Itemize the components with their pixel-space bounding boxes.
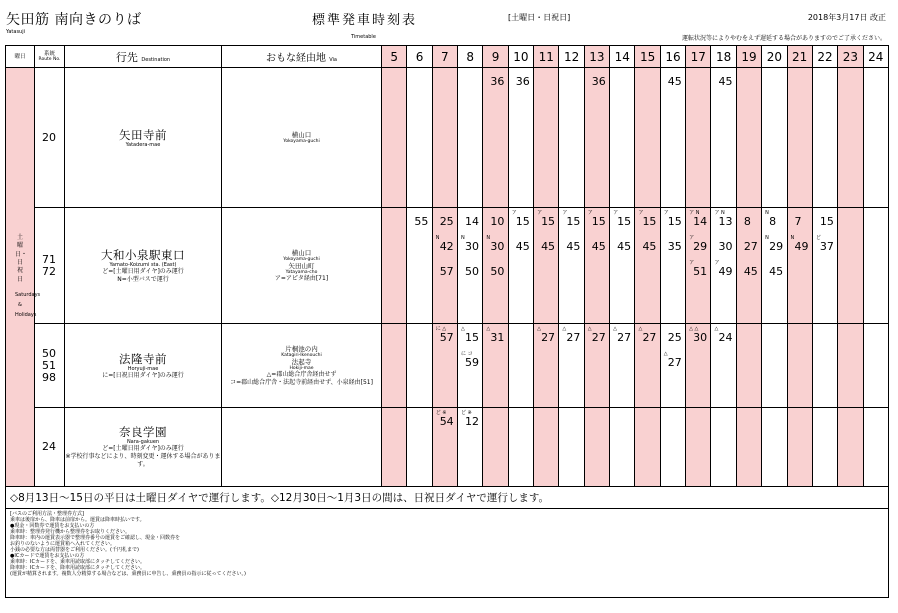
col-via-jp: おもな経由地 xyxy=(266,53,327,64)
hour-cell xyxy=(686,324,711,408)
col-hour: 6 xyxy=(407,46,432,68)
legend-line: ●現金・回数券で運賃をお支払いの方 xyxy=(10,523,95,529)
day-label-cell xyxy=(6,68,41,487)
col-destination-en: Destination xyxy=(141,56,171,63)
via-cell xyxy=(222,408,382,487)
hour-cell xyxy=(838,208,863,324)
hour-cell xyxy=(686,208,711,324)
departure-minute: 57 xyxy=(439,331,454,344)
departure-minute: 42 xyxy=(439,240,454,253)
hour-cell xyxy=(407,324,432,408)
legend-line: 乗車時：整理券発行機から整理券をお取りください。 xyxy=(10,529,131,535)
departure-minute: 14 xyxy=(693,215,708,228)
col-hour: 5 xyxy=(382,46,407,68)
departure-mark: △ xyxy=(613,326,617,332)
col-hour: 18 xyxy=(711,46,736,68)
hour-cell xyxy=(432,68,457,208)
departure-minute: 57 xyxy=(439,265,454,278)
hour-cell xyxy=(686,68,711,208)
hour-cell xyxy=(711,408,736,487)
via-stop: 片桐池の内 xyxy=(285,344,318,353)
day-label-jp: 土曜日・日祝日 xyxy=(15,234,28,283)
footer-row xyxy=(6,487,889,509)
hour-cell xyxy=(787,324,812,408)
departure-mark: ア xyxy=(663,210,669,216)
hour-cell xyxy=(787,208,812,324)
hour-cell xyxy=(483,208,508,324)
col-route-en: Route No. xyxy=(38,56,61,62)
via-cell xyxy=(222,208,382,324)
hour-cell xyxy=(838,68,863,208)
col-hour: 9 xyxy=(483,46,508,68)
departure-minute: 36 xyxy=(515,75,530,88)
col-hour: 16 xyxy=(660,46,685,68)
departure-minute: 15 xyxy=(642,215,657,228)
destination-note: N=小型バスで運行 xyxy=(117,275,169,283)
departure-minute: 7 xyxy=(794,215,802,228)
hour-cell xyxy=(559,68,584,208)
legend-line: 降車時：車内の運賃表示器で整理券番号の運賃をご確認し、現金・回数券を xyxy=(10,535,181,541)
destination-cell xyxy=(65,68,222,208)
hour-cell xyxy=(787,408,812,487)
legend-line: (運賃が精算されます。複数人分精算する場合などは、乗務員に申告し、乗務員の指示に従ってください。) xyxy=(10,571,247,577)
destination-name: 矢田寺前 xyxy=(119,127,167,142)
destination-name: 大和小泉駅東口 xyxy=(101,247,185,262)
hour-cell xyxy=(736,208,761,324)
page-title-en: Timetable xyxy=(351,34,376,40)
departure-minute: 27 xyxy=(617,331,632,344)
departure-minute: 14 xyxy=(465,215,480,228)
departure-minute: 45 xyxy=(617,240,632,253)
col-hour: 22 xyxy=(812,46,837,68)
departure-mark: N xyxy=(765,235,769,241)
via-stop: 横山口 xyxy=(291,248,312,257)
route-number: 24 xyxy=(35,408,65,487)
hour-cell xyxy=(584,68,609,208)
col-hour: 8 xyxy=(458,46,483,68)
hour-cell xyxy=(559,324,584,408)
departure-minute: 30 xyxy=(465,240,480,253)
departure-minute: 8 xyxy=(769,215,777,228)
destination-name: 奈良学園 xyxy=(119,425,167,439)
legend-line: お釣りのないように運賃箱へ入れてください。 xyxy=(10,541,116,547)
departure-minute: 27 xyxy=(743,240,758,253)
hour-cell xyxy=(812,324,837,408)
departure-minute: 54 xyxy=(439,415,454,428)
col-destination xyxy=(65,46,222,68)
hour-cell xyxy=(458,208,483,324)
hour-cell xyxy=(762,324,787,408)
hour-cell xyxy=(382,68,407,208)
departure-mark: ア N xyxy=(689,210,700,216)
departure-minute: 59 xyxy=(465,356,480,369)
departure-minute: 13 xyxy=(718,215,733,228)
departure-minute: 27 xyxy=(642,331,657,344)
via-note: コ=郡山総合庁舎・法起寺前経由せず、小泉経由[51] xyxy=(230,378,373,386)
destination-note: に=[日祝日用ダイヤ]のみ運行 xyxy=(102,371,184,379)
departure-minute: 31 xyxy=(490,331,505,344)
hour-cell xyxy=(432,324,457,408)
revision-date: 2018年3月17日 改正 xyxy=(807,13,886,22)
departure-minute: 27 xyxy=(541,331,556,344)
departure-mark: ア N xyxy=(714,210,725,216)
departure-mark: △ xyxy=(562,326,567,332)
legend-line: 乗車は後扉から、降車は前扉から。運賃は降車時払いです。 xyxy=(10,517,145,523)
usage-legend xyxy=(6,509,889,598)
departure-mark: ア xyxy=(511,210,517,216)
via-note: △=郡山総合庁舎経由せず xyxy=(266,370,337,378)
departure-mark: N xyxy=(765,210,769,216)
departure-minute: 30 xyxy=(693,331,708,344)
hour-cell xyxy=(534,408,559,487)
hour-cell xyxy=(508,68,533,208)
departure-minute: 45 xyxy=(515,240,530,253)
hour-cell xyxy=(407,68,432,208)
col-via xyxy=(222,46,382,68)
via-stop-en: Katagiri-Ikenouchi xyxy=(281,352,322,358)
departure-mark: △ xyxy=(663,351,668,357)
departure-mark: ア xyxy=(562,210,568,216)
hour-cell xyxy=(458,68,483,208)
via-cell xyxy=(222,68,382,208)
col-destination-jp: 行先 xyxy=(115,50,138,64)
departure-mark: △ xyxy=(461,326,465,332)
hour-cell xyxy=(863,324,888,408)
legend-line: 乗車時：ICカードを、乗車用読取部にタッチしてください。 xyxy=(10,559,145,565)
hour-cell xyxy=(711,324,736,408)
destination-name-en: Horyuji-mae xyxy=(127,365,159,372)
col-route-jp: 系統 xyxy=(43,50,55,57)
col-hour: 14 xyxy=(610,46,635,68)
departure-minute: 15 xyxy=(819,215,834,228)
departure-minute: 15 xyxy=(591,215,606,228)
departure-minute: 29 xyxy=(693,240,708,253)
hour-cell xyxy=(787,68,812,208)
hour-cell xyxy=(863,68,888,208)
departure-mark: N xyxy=(435,235,440,241)
route-number: 50 51 98 xyxy=(35,324,65,408)
departure-minute: 29 xyxy=(769,240,784,253)
hour-cell xyxy=(838,324,863,408)
hour-cell xyxy=(534,68,559,208)
hour-cell xyxy=(660,324,685,408)
col-hour: 23 xyxy=(838,46,863,68)
departure-mark: ア xyxy=(689,260,695,266)
hour-cell xyxy=(736,68,761,208)
hour-cell xyxy=(736,408,761,487)
departure-mark: △ xyxy=(486,326,491,332)
departure-minute: 36 xyxy=(591,75,606,88)
hour-cell xyxy=(863,408,888,487)
legend-line: [バスのご利用方法・整理券方式] xyxy=(10,511,84,517)
departure-minute: 24 xyxy=(718,331,733,344)
hour-cell xyxy=(686,408,711,487)
departure-minute: 45 xyxy=(769,265,784,278)
hour-cell xyxy=(762,68,787,208)
hour-cell xyxy=(559,408,584,487)
hour-cell xyxy=(432,408,457,487)
hour-cell xyxy=(863,208,888,324)
departure-minute: 49 xyxy=(794,240,809,253)
departure-minute: 45 xyxy=(667,75,682,88)
departure-mark: △ xyxy=(537,326,541,332)
via-stop-en: Hokiji-mae xyxy=(289,365,314,371)
hour-cell xyxy=(508,208,533,324)
hour-cell xyxy=(812,68,837,208)
via-stop-en: Yokoyama-guchi xyxy=(283,256,320,262)
departure-minute: 30 xyxy=(718,240,733,253)
departure-minute: 35 xyxy=(667,240,682,253)
col-hour: 24 xyxy=(863,46,888,68)
departure-minute: 45 xyxy=(541,240,556,253)
destination-name-en: Nara-gakuen xyxy=(126,439,160,445)
hour-cell xyxy=(534,208,559,324)
col-hour: 15 xyxy=(635,46,660,68)
departure-mark: に △ xyxy=(435,326,447,332)
col-hour: 19 xyxy=(736,46,761,68)
delay-notice: 運転状況等によりやむをえず遅延する場合がありますのでご了承ください。 xyxy=(681,35,886,42)
departure-minute: 12 xyxy=(465,415,480,428)
departure-mark: ど xyxy=(815,235,821,241)
departure-mark: ア xyxy=(537,210,543,216)
departure-minute: 45 xyxy=(591,240,606,253)
col-hour: 20 xyxy=(762,46,787,68)
hour-cell xyxy=(584,408,609,487)
departure-minute: 36 xyxy=(490,75,505,88)
hour-cell xyxy=(635,408,660,487)
departure-minute: 25 xyxy=(667,331,682,344)
hour-cell xyxy=(508,408,533,487)
hour-cell xyxy=(610,324,635,408)
hour-cell xyxy=(407,408,432,487)
departure-mark: ど ※ xyxy=(435,410,447,416)
destination-cell xyxy=(65,408,222,487)
page-title: 標準発車時刻表 xyxy=(312,13,418,28)
departure-minute: 37 xyxy=(819,240,834,253)
route-row xyxy=(6,408,889,487)
hour-cell xyxy=(483,408,508,487)
destination-note: ど=[土曜日用ダイヤ]のみ運行 xyxy=(102,445,184,452)
hour-cell xyxy=(660,208,685,324)
departure-minute: 45 xyxy=(642,240,657,253)
hour-cell xyxy=(382,208,407,324)
departure-mark: に コ xyxy=(461,351,473,357)
hour-cell xyxy=(458,324,483,408)
col-day: 曜日 xyxy=(6,46,35,68)
timetable-body xyxy=(6,68,889,487)
departure-mark: ア xyxy=(714,260,720,266)
departure-mark: ア xyxy=(689,235,695,241)
departure-mark: N xyxy=(486,235,491,241)
legend-line: 小銭の必要な方は両替器をご利用ください。(千円札まで) xyxy=(10,547,139,553)
hour-cell xyxy=(382,324,407,408)
departure-minute: 10 xyxy=(490,215,505,228)
route-row xyxy=(6,208,889,324)
timetable xyxy=(5,45,889,598)
departure-mark: ア xyxy=(587,210,593,216)
col-via-en: Via xyxy=(329,57,337,63)
col-hour: 11 xyxy=(534,46,559,68)
hour-cell xyxy=(610,68,635,208)
departure-minute: 51 xyxy=(693,265,708,278)
hour-cell xyxy=(483,324,508,408)
departure-minute: 8 xyxy=(743,215,751,228)
hour-cell xyxy=(812,408,837,487)
hour-cell xyxy=(838,408,863,487)
holiday-note: ◇8月13日～15日の平日は土曜日ダイヤで運行します。◇12月30日～1月3日の間は、日祝日ダイヤで運行します。 xyxy=(6,487,889,509)
departure-mark: N xyxy=(461,235,465,241)
route-row xyxy=(6,68,889,208)
hour-cell xyxy=(711,208,736,324)
hour-cell xyxy=(711,68,736,208)
departure-minute: 15 xyxy=(541,215,556,228)
day-type-label: [土曜日・日祝日] xyxy=(508,13,571,22)
hour-cell xyxy=(508,324,533,408)
route-row xyxy=(6,324,889,408)
departure-minute: 45 xyxy=(566,240,581,253)
hour-cell xyxy=(382,408,407,487)
departure-minute: 15 xyxy=(465,331,480,344)
via-stop-en: Yokoyama-guchi xyxy=(283,139,320,144)
col-hour: 12 xyxy=(559,46,584,68)
departure-minute: 30 xyxy=(490,240,505,253)
col-hour: 7 xyxy=(432,46,457,68)
destination-note: ※学校行事などにより、時刻変更・運休する場合があります。 xyxy=(65,453,221,468)
departure-mark: ど ※ xyxy=(461,410,472,416)
departure-minute: 25 xyxy=(439,215,454,228)
hour-cell xyxy=(432,208,457,324)
hour-cell xyxy=(610,208,635,324)
hour-cell xyxy=(635,208,660,324)
departure-minute: 55 xyxy=(414,215,429,228)
destination-name: 法隆寺前 xyxy=(119,351,167,366)
legend-line: 降車時：ICカードを、降車用読取部にタッチしてください。 xyxy=(10,565,145,571)
via-stop: 法起寺 xyxy=(291,357,312,366)
departure-minute: 50 xyxy=(465,265,480,278)
route-number: 71 72 xyxy=(35,208,65,324)
col-route xyxy=(35,46,65,68)
departure-mark: △ △ xyxy=(689,326,699,332)
via-stop-en: Yatayama-cho xyxy=(285,269,318,275)
hour-cell xyxy=(610,408,635,487)
hour-cell xyxy=(483,68,508,208)
departure-minute: 15 xyxy=(617,215,632,228)
col-hour: 17 xyxy=(686,46,711,68)
hour-cell xyxy=(762,208,787,324)
hour-cell xyxy=(635,68,660,208)
departure-minute: 50 xyxy=(490,265,505,278)
departure-minute: 27 xyxy=(591,331,606,344)
col-hour: 21 xyxy=(787,46,812,68)
departure-mark: N xyxy=(790,235,795,241)
departure-minute: 15 xyxy=(566,215,581,228)
departure-minute: 15 xyxy=(515,215,530,228)
departure-mark: ア xyxy=(613,210,619,216)
hour-cell xyxy=(584,208,609,324)
hour-cell xyxy=(660,408,685,487)
departure-mark: △ xyxy=(587,326,592,332)
departure-minute: 27 xyxy=(667,356,682,369)
departure-mark: △ xyxy=(714,326,719,332)
departure-minute: 27 xyxy=(566,331,581,344)
departure-minute: 45 xyxy=(718,75,733,88)
stop-name-en: Yatasuji xyxy=(6,29,26,35)
day-label-vertical xyxy=(15,234,41,320)
destination-cell xyxy=(65,208,222,324)
hour-cell xyxy=(812,208,837,324)
hour-cell xyxy=(762,408,787,487)
col-hour: 10 xyxy=(508,46,533,68)
destination-cell xyxy=(65,324,222,408)
hour-cell xyxy=(458,408,483,487)
hour-cell xyxy=(559,208,584,324)
hour-cell xyxy=(736,324,761,408)
legend-row xyxy=(6,509,889,598)
destination-note: ど=[土曜日用ダイヤ]のみ運行 xyxy=(102,267,184,275)
stop-name: 矢田筋 南向きのりば xyxy=(6,12,142,28)
via-stop: 横山口 xyxy=(291,131,312,139)
col-hour: 13 xyxy=(584,46,609,68)
hour-cell xyxy=(584,324,609,408)
via-stop: 矢田山町 xyxy=(288,261,315,270)
destination-name-en: Yamato-Koizumi sta. (East) xyxy=(109,261,177,268)
departure-mark: △ xyxy=(638,326,643,332)
hour-cell xyxy=(635,324,660,408)
hour-cell xyxy=(407,208,432,324)
via-cell xyxy=(222,324,382,408)
hour-cell xyxy=(534,324,559,408)
departure-minute: 45 xyxy=(743,265,758,278)
departure-mark: ア xyxy=(638,210,644,216)
route-number: 20 xyxy=(35,68,65,208)
departure-minute: 49 xyxy=(718,265,733,278)
legend-line: ●ICカードで運賃をお支払いの方 xyxy=(10,553,85,559)
departure-minute: 15 xyxy=(667,215,682,228)
header-row xyxy=(6,46,889,68)
destination-name-en: Yatadera-mae xyxy=(125,141,161,148)
via-note: ア=アピタ経由[71] xyxy=(274,274,329,282)
day-label-en: Saturdays & Holidays xyxy=(15,291,41,318)
hour-cell xyxy=(660,68,685,208)
legend-lines xyxy=(10,511,884,577)
